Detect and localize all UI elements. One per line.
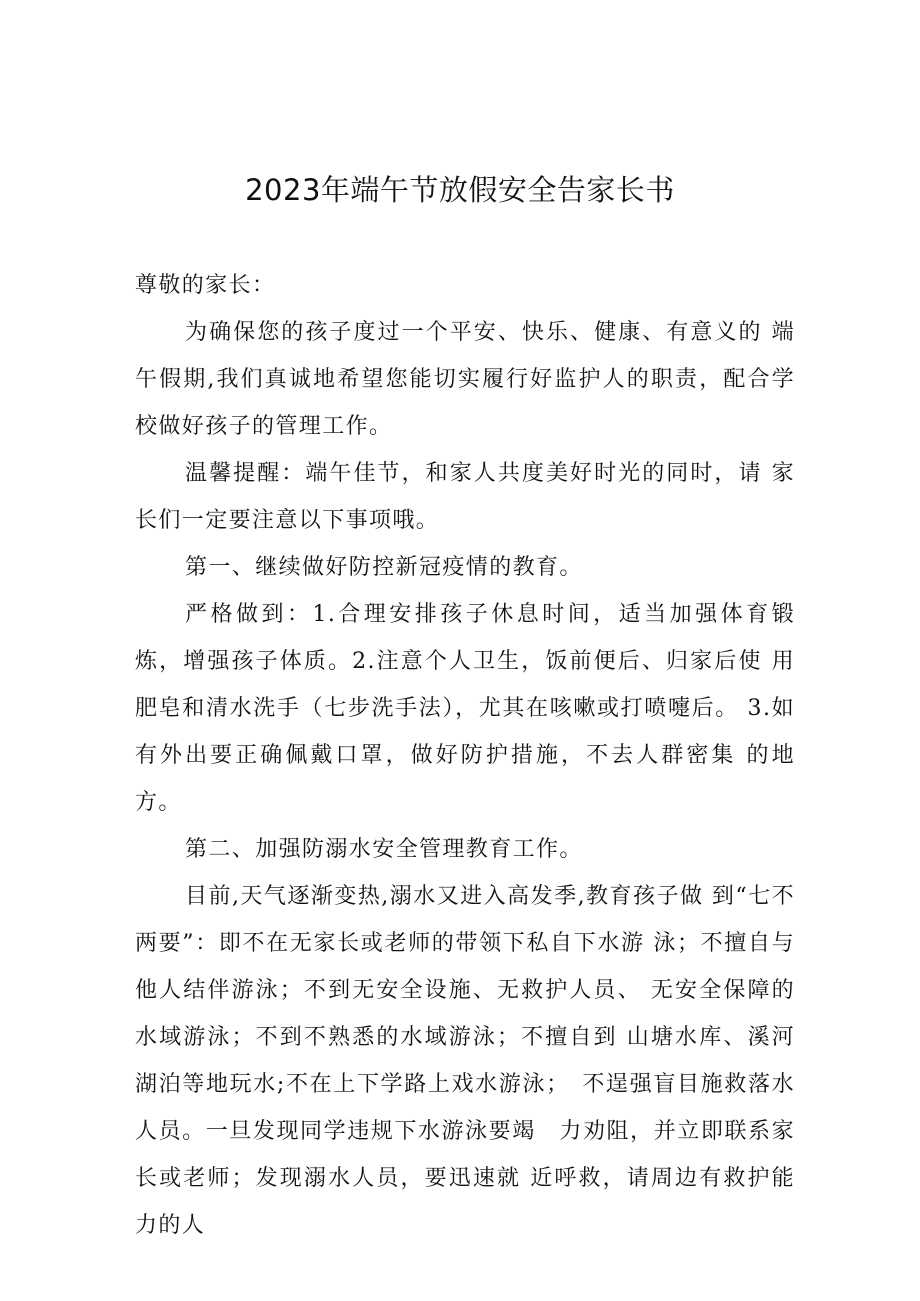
salutation: 尊敬的家长：	[135, 273, 276, 298]
document-body	[135, 262, 819, 1249]
paragraph-drowning-prevention: 目前,天气逐渐变热,溺水又进入高发季,教育孩子做 到“七不两要”：即不在无家长或老师的带领下私自下水游 泳；不擅自与他人结伴游泳；不到无安全设施、无救护人员、 无安全保障的水域游泳；不到不熟悉的水域游泳；不擅自到 山塘水库、溪河湖泊等地玩水;不在上下学路上戏水游泳； 不逞强盲目施救落水人员。一旦发现同学违规下水游泳要竭 力劝阻，并立即联系家长或老师；发现溺水人员，要迅速就 近呼救，请周边有救护能力的人	[135, 884, 795, 1238]
paragraph-epidemic-measures: 严格做到：1.合理安排孩子休息时间，适当加强体育锻 炼，增强孩子体质。2.注意个人卫生，饭前便后、归家后使 用肥皂和清水洗手（七步洗手法），尤其在咳嗽或打喷嚏后。 3.如有外出要正确佩戴口罩，做好防护措施，不去人群密集 的地方。	[135, 602, 819, 815]
paragraph-reminder: 温馨提醒：端午佳节，和家人共度美好时光的同时，请 家长们一定要注意以下事项哦。	[135, 461, 795, 533]
paragraph-purpose: 为确保您的孩子度过一个平安、快乐、健康、有意义的 端午假期,我们真诚地希望您能切实履行好监护人的职责，配合学校做好孩子的管理工作。	[135, 320, 795, 439]
section-heading-drowning: 第二、加强防溺水安全管理教育工作。	[185, 837, 583, 862]
section-heading-epidemic: 第一、继续做好防控新冠疫情的教育。	[185, 555, 583, 580]
document-title: 2023年端午节放假安全告家长书	[245, 173, 675, 207]
